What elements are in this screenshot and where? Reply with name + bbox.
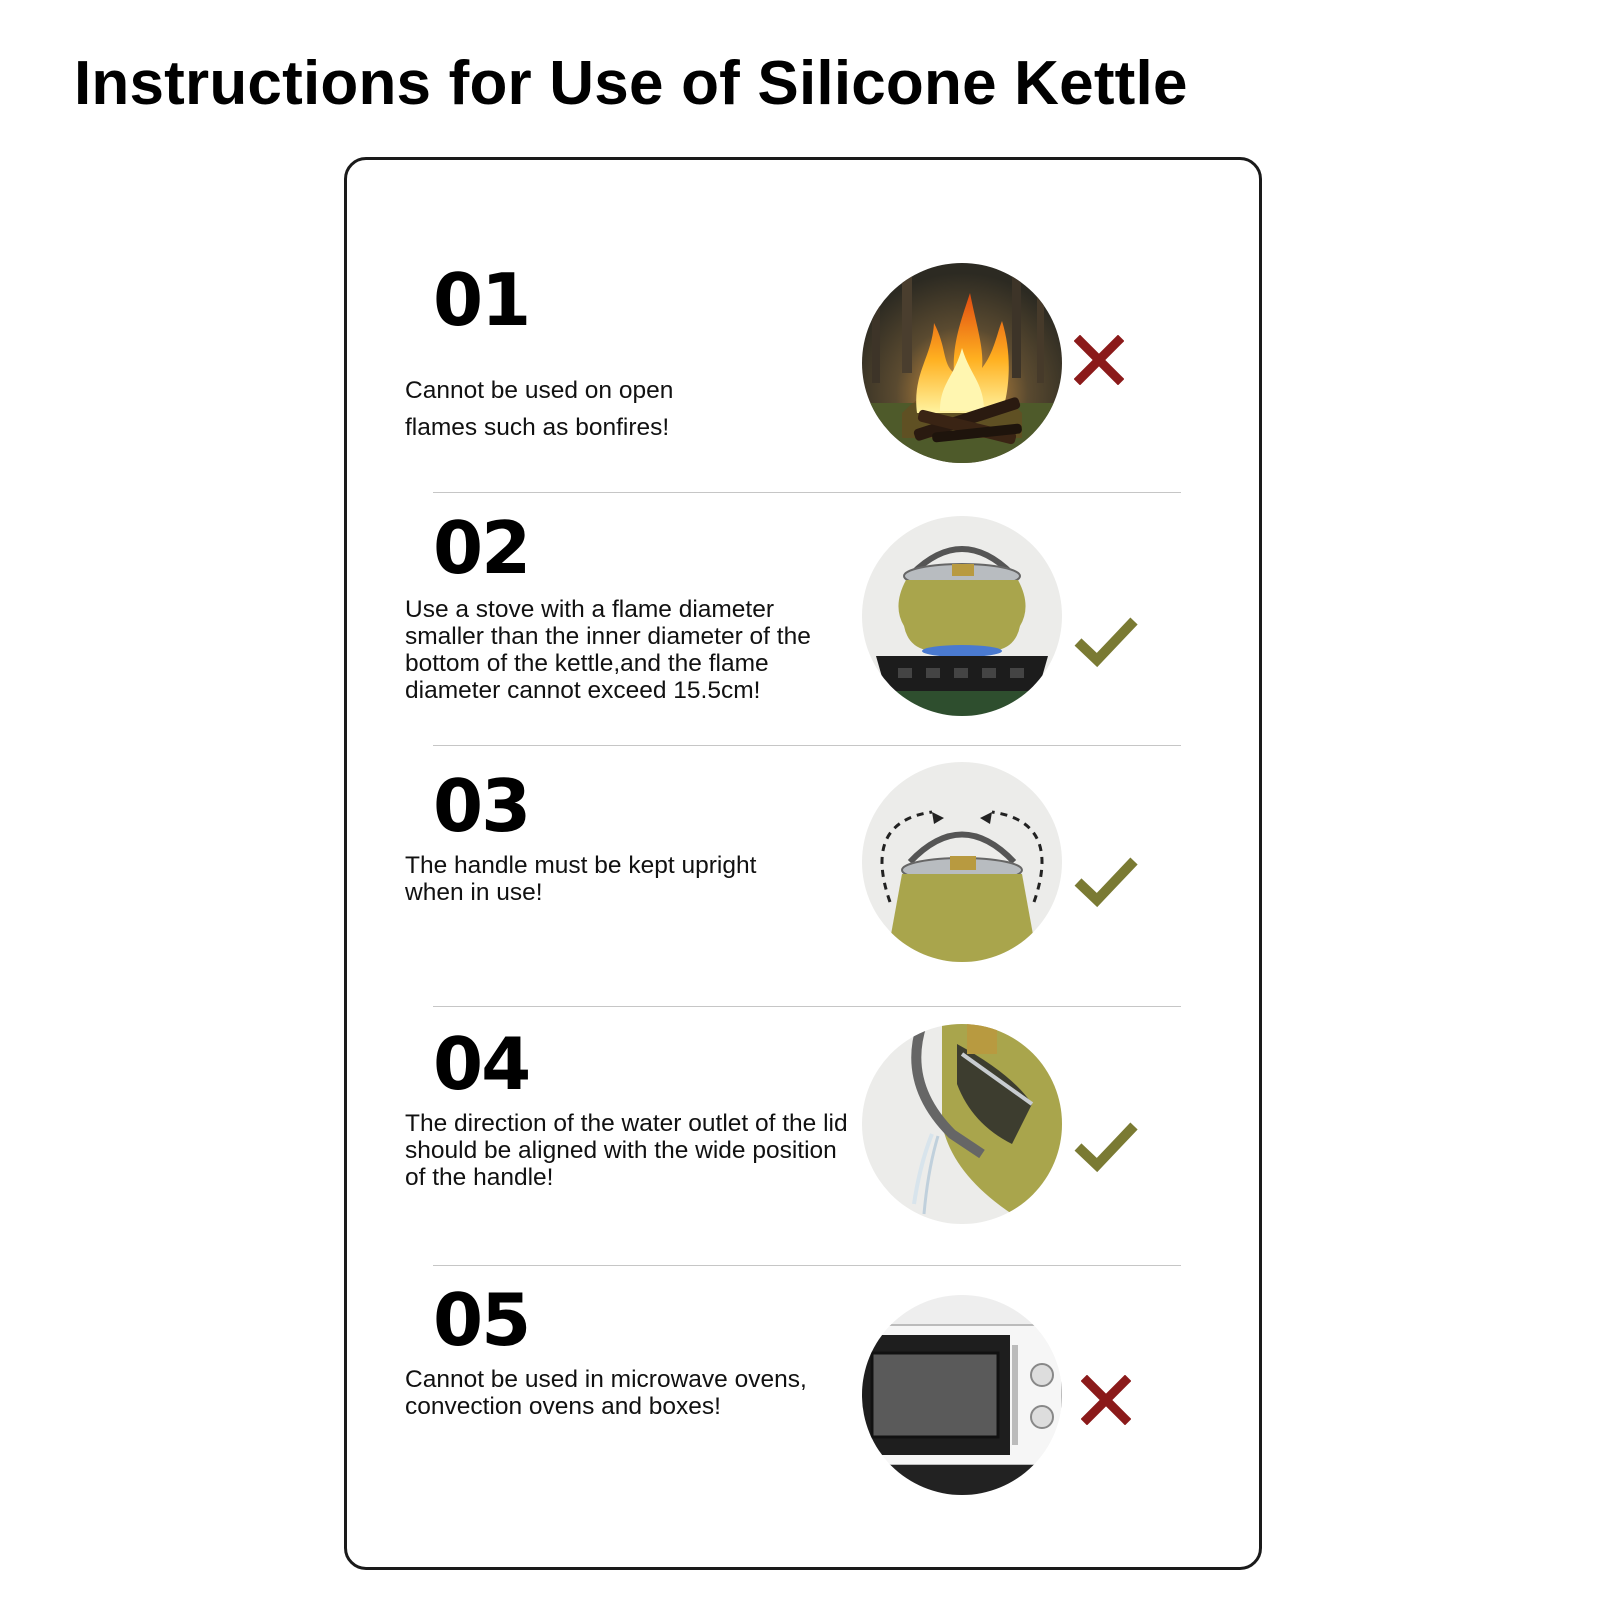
step-number: 02 [433, 506, 530, 590]
instructions-card [344, 157, 1262, 1570]
divider [433, 745, 1181, 746]
step-number: 01 [433, 258, 530, 342]
divider [433, 492, 1181, 493]
step-number: 05 [433, 1278, 530, 1362]
step-text: The direction of the water outlet of the lid should be aligned with the wide position of the handle! [405, 1110, 848, 1191]
divider [433, 1006, 1181, 1007]
cross-icon [1074, 335, 1124, 385]
kettle-on-stove-image [862, 516, 1062, 716]
check-icon [1073, 614, 1139, 668]
step-text: Use a stove with a flame diameter smaller than the inner diameter of the bottom of the kettle,and the flame diameter cannot exceed 15.5cm! [405, 596, 811, 704]
check-icon [1073, 1119, 1139, 1173]
check-icon [1073, 854, 1139, 908]
step-text: The handle must be kept upright when in use! [405, 852, 757, 906]
step-text: Cannot be used on open flames such as bonfires! [405, 377, 674, 441]
pouring-photo [862, 1024, 1062, 1224]
handle-upright-photo [862, 762, 1062, 962]
divider [433, 1265, 1181, 1266]
step-text: Cannot be used in microwave ovens, convection ovens and boxes! [405, 1366, 807, 1420]
step-number: 03 [433, 764, 530, 848]
step-number: 04 [433, 1022, 530, 1106]
page-title: Instructions for Use of Silicone Kettle [74, 49, 1188, 118]
microwave-oven-image [862, 1295, 1062, 1495]
cross-icon [1081, 1375, 1131, 1425]
kettle-stove-photo [862, 516, 1062, 716]
kettle-handle-image [862, 762, 1062, 962]
kettle-pouring-image [862, 1024, 1062, 1224]
microwave-photo [862, 1295, 1062, 1495]
bonfire-photo [862, 263, 1062, 463]
bonfire-image [862, 263, 1062, 463]
